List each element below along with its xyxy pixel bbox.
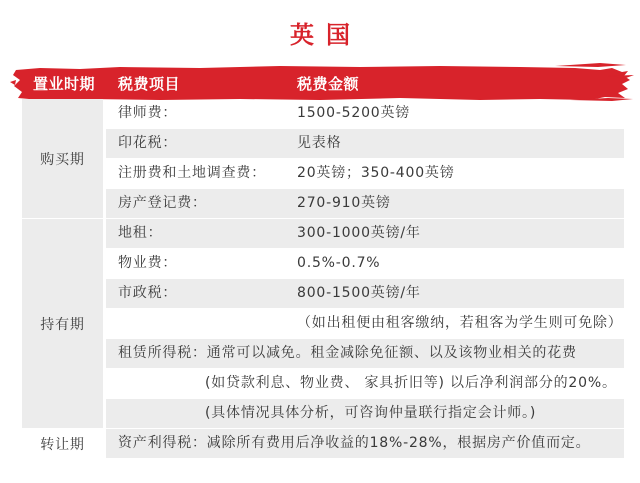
period-cell-transfer xyxy=(22,429,103,458)
period-label: 购买期 xyxy=(40,151,85,168)
tax-amount-value: 800-1500英镑/年 xyxy=(297,285,421,301)
header-period: 置业时期 xyxy=(33,75,96,93)
period-label: 转让期 xyxy=(40,436,85,453)
period-cell-purchase xyxy=(22,99,103,218)
tax-note-text: (具体情况具体分析，可咨询仲量联行指定会计师。) xyxy=(205,405,537,421)
header-tax-item: 税费项目 xyxy=(118,75,181,93)
table-row xyxy=(106,189,624,218)
header-tax-amount: 税费金额 xyxy=(297,75,360,93)
period-cell-holding xyxy=(22,219,103,428)
table-row xyxy=(106,309,624,338)
tax-amount-value: 0.5%-0.7% xyxy=(297,255,381,271)
tax-amount-value: 1500-5200英镑 xyxy=(297,105,411,121)
tax-item-label: 印花税： xyxy=(118,135,178,151)
table-row xyxy=(106,339,624,368)
tax-note-text: (如贷款利息、物业费、 家具折旧等) 以后净利润部分的20%。 xyxy=(205,375,617,391)
tax-amount-value: 见表格 xyxy=(297,135,342,151)
tax-amount-value: 300-1000英镑/年 xyxy=(297,225,421,241)
table-row xyxy=(106,249,624,278)
tax-item-label: 律师费： xyxy=(118,105,178,121)
table-row xyxy=(106,99,624,128)
tax-item-label: 房产登记费： xyxy=(118,195,207,211)
table-row xyxy=(106,399,624,428)
tax-description-text: 租赁所得税：通常可以减免。租金减除免征额、以及该物业相关的花费 xyxy=(118,345,577,361)
tax-amount-value: 270-910英镑 xyxy=(297,195,391,211)
table-row xyxy=(106,369,624,398)
table-row xyxy=(106,429,624,458)
tax-description-text: 资产利得税：减除所有费用后净收益的18%-28%，根据房产价值而定。 xyxy=(118,435,591,451)
table-row xyxy=(106,129,624,158)
tax-item-label: 注册费和土地调查费： xyxy=(118,165,266,181)
tax-note-text: （如出租便由租客缴纳，若租客为学生则可免除） xyxy=(297,315,623,331)
tax-item-label: 地租： xyxy=(118,225,163,241)
tax-item-label: 物业费： xyxy=(118,255,178,271)
table-row xyxy=(106,279,624,308)
tax-amount-value: 20英镑；350-400英镑 xyxy=(297,165,455,181)
page-title: 英国 xyxy=(290,21,362,49)
table-row xyxy=(106,219,624,248)
tax-item-label: 市政税： xyxy=(118,285,178,301)
period-label: 持有期 xyxy=(40,316,85,333)
table-row xyxy=(106,159,624,188)
